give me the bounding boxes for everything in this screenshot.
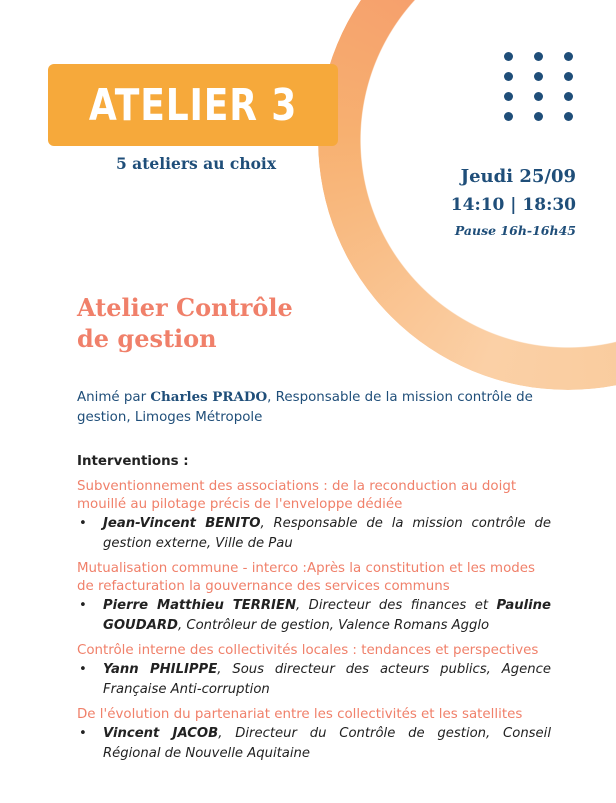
- subtitle: 5 ateliers au choix: [116, 154, 277, 173]
- intervention-title: Contrôle interne des collectivités locales : tendances et perspectives: [77, 643, 539, 658]
- speaker-name: Pierre Matthieu TERRIEN: [103, 598, 296, 613]
- intervention-item: [77, 706, 551, 764]
- intervention-speaker: [77, 660, 551, 700]
- speaker-name: Vincent JACOB: [103, 726, 219, 741]
- dot: [504, 72, 513, 81]
- speaker-role: , Sous directeur des acteurs publics, Agence Française Anti-corruption: [103, 662, 551, 697]
- schedule-block: [451, 166, 576, 238]
- intervention-speaker: [77, 724, 551, 764]
- speaker-name: Yann PHILIPPE: [103, 662, 218, 677]
- speaker-name-2: Pauline GOUDARD: [103, 598, 551, 633]
- animator-role: , Responsable de la mission contrôle de gestion, Limoges Métropole: [77, 390, 533, 425]
- intervention-speaker: [77, 596, 551, 636]
- event-date: Jeudi 25/09: [460, 166, 576, 187]
- speaker-role: , Contrôleur de gestion, Valence Romans Agglo: [178, 618, 490, 633]
- intervention-item: [77, 478, 551, 554]
- dot: [504, 92, 513, 101]
- atelier-title-line2: de gestion: [77, 324, 217, 353]
- dot: [564, 52, 573, 61]
- speaker-mid: , Directeur des finances et: [296, 598, 497, 613]
- bullet: •: [79, 598, 87, 613]
- interventions-heading: Interventions :: [77, 454, 189, 469]
- atelier-title: [77, 292, 337, 354]
- bullet: •: [79, 516, 87, 531]
- dot: [534, 92, 543, 101]
- intervention-item: [77, 560, 551, 636]
- dot: [564, 92, 573, 101]
- speaker-role: , Responsable de la mission contrôle de gestion externe, Ville de Pau: [103, 516, 551, 551]
- dot: [504, 112, 513, 121]
- bullet: •: [79, 726, 87, 741]
- intervention-speaker: [77, 514, 551, 554]
- speaker-name: Jean-Vincent BENITO: [103, 516, 261, 531]
- animator-prefix: Animé par: [77, 390, 151, 405]
- intervention-title: Mutualisation commune - interco :Après la constitution et les modes de refacturation la gouvernance des services communs: [77, 561, 535, 594]
- bullet: •: [79, 662, 87, 677]
- atelier-banner: [48, 64, 338, 146]
- dot: [534, 112, 543, 121]
- animator-name: Charles PRADO: [150, 389, 268, 405]
- animator-paragraph: [77, 387, 551, 428]
- dot: [534, 72, 543, 81]
- dot: [504, 52, 513, 61]
- interventions-list: [77, 478, 551, 770]
- intervention-item: [77, 642, 551, 700]
- dot: [564, 72, 573, 81]
- dot: [534, 52, 543, 61]
- dot: [564, 112, 573, 121]
- intervention-title: De l'évolution du partenariat entre les collectivités et les satellites: [77, 707, 523, 722]
- banner-title: ATELIER 3: [88, 79, 298, 131]
- dot-grid-decoration: [500, 50, 580, 122]
- speaker-role: , Directeur du Contrôle de gestion, Conseil Régional de Nouvelle Aquitaine: [103, 726, 551, 761]
- intervention-title: Subventionnement des associations : de la reconduction au doigt mouillé au pilotage précis de l'enveloppe dédiée: [77, 479, 517, 512]
- event-time: 14:10 | 18:30: [450, 195, 576, 215]
- event-pause: Pause 16h-16h45: [454, 223, 576, 238]
- atelier-title-line1: Atelier Contrôle: [77, 293, 293, 322]
